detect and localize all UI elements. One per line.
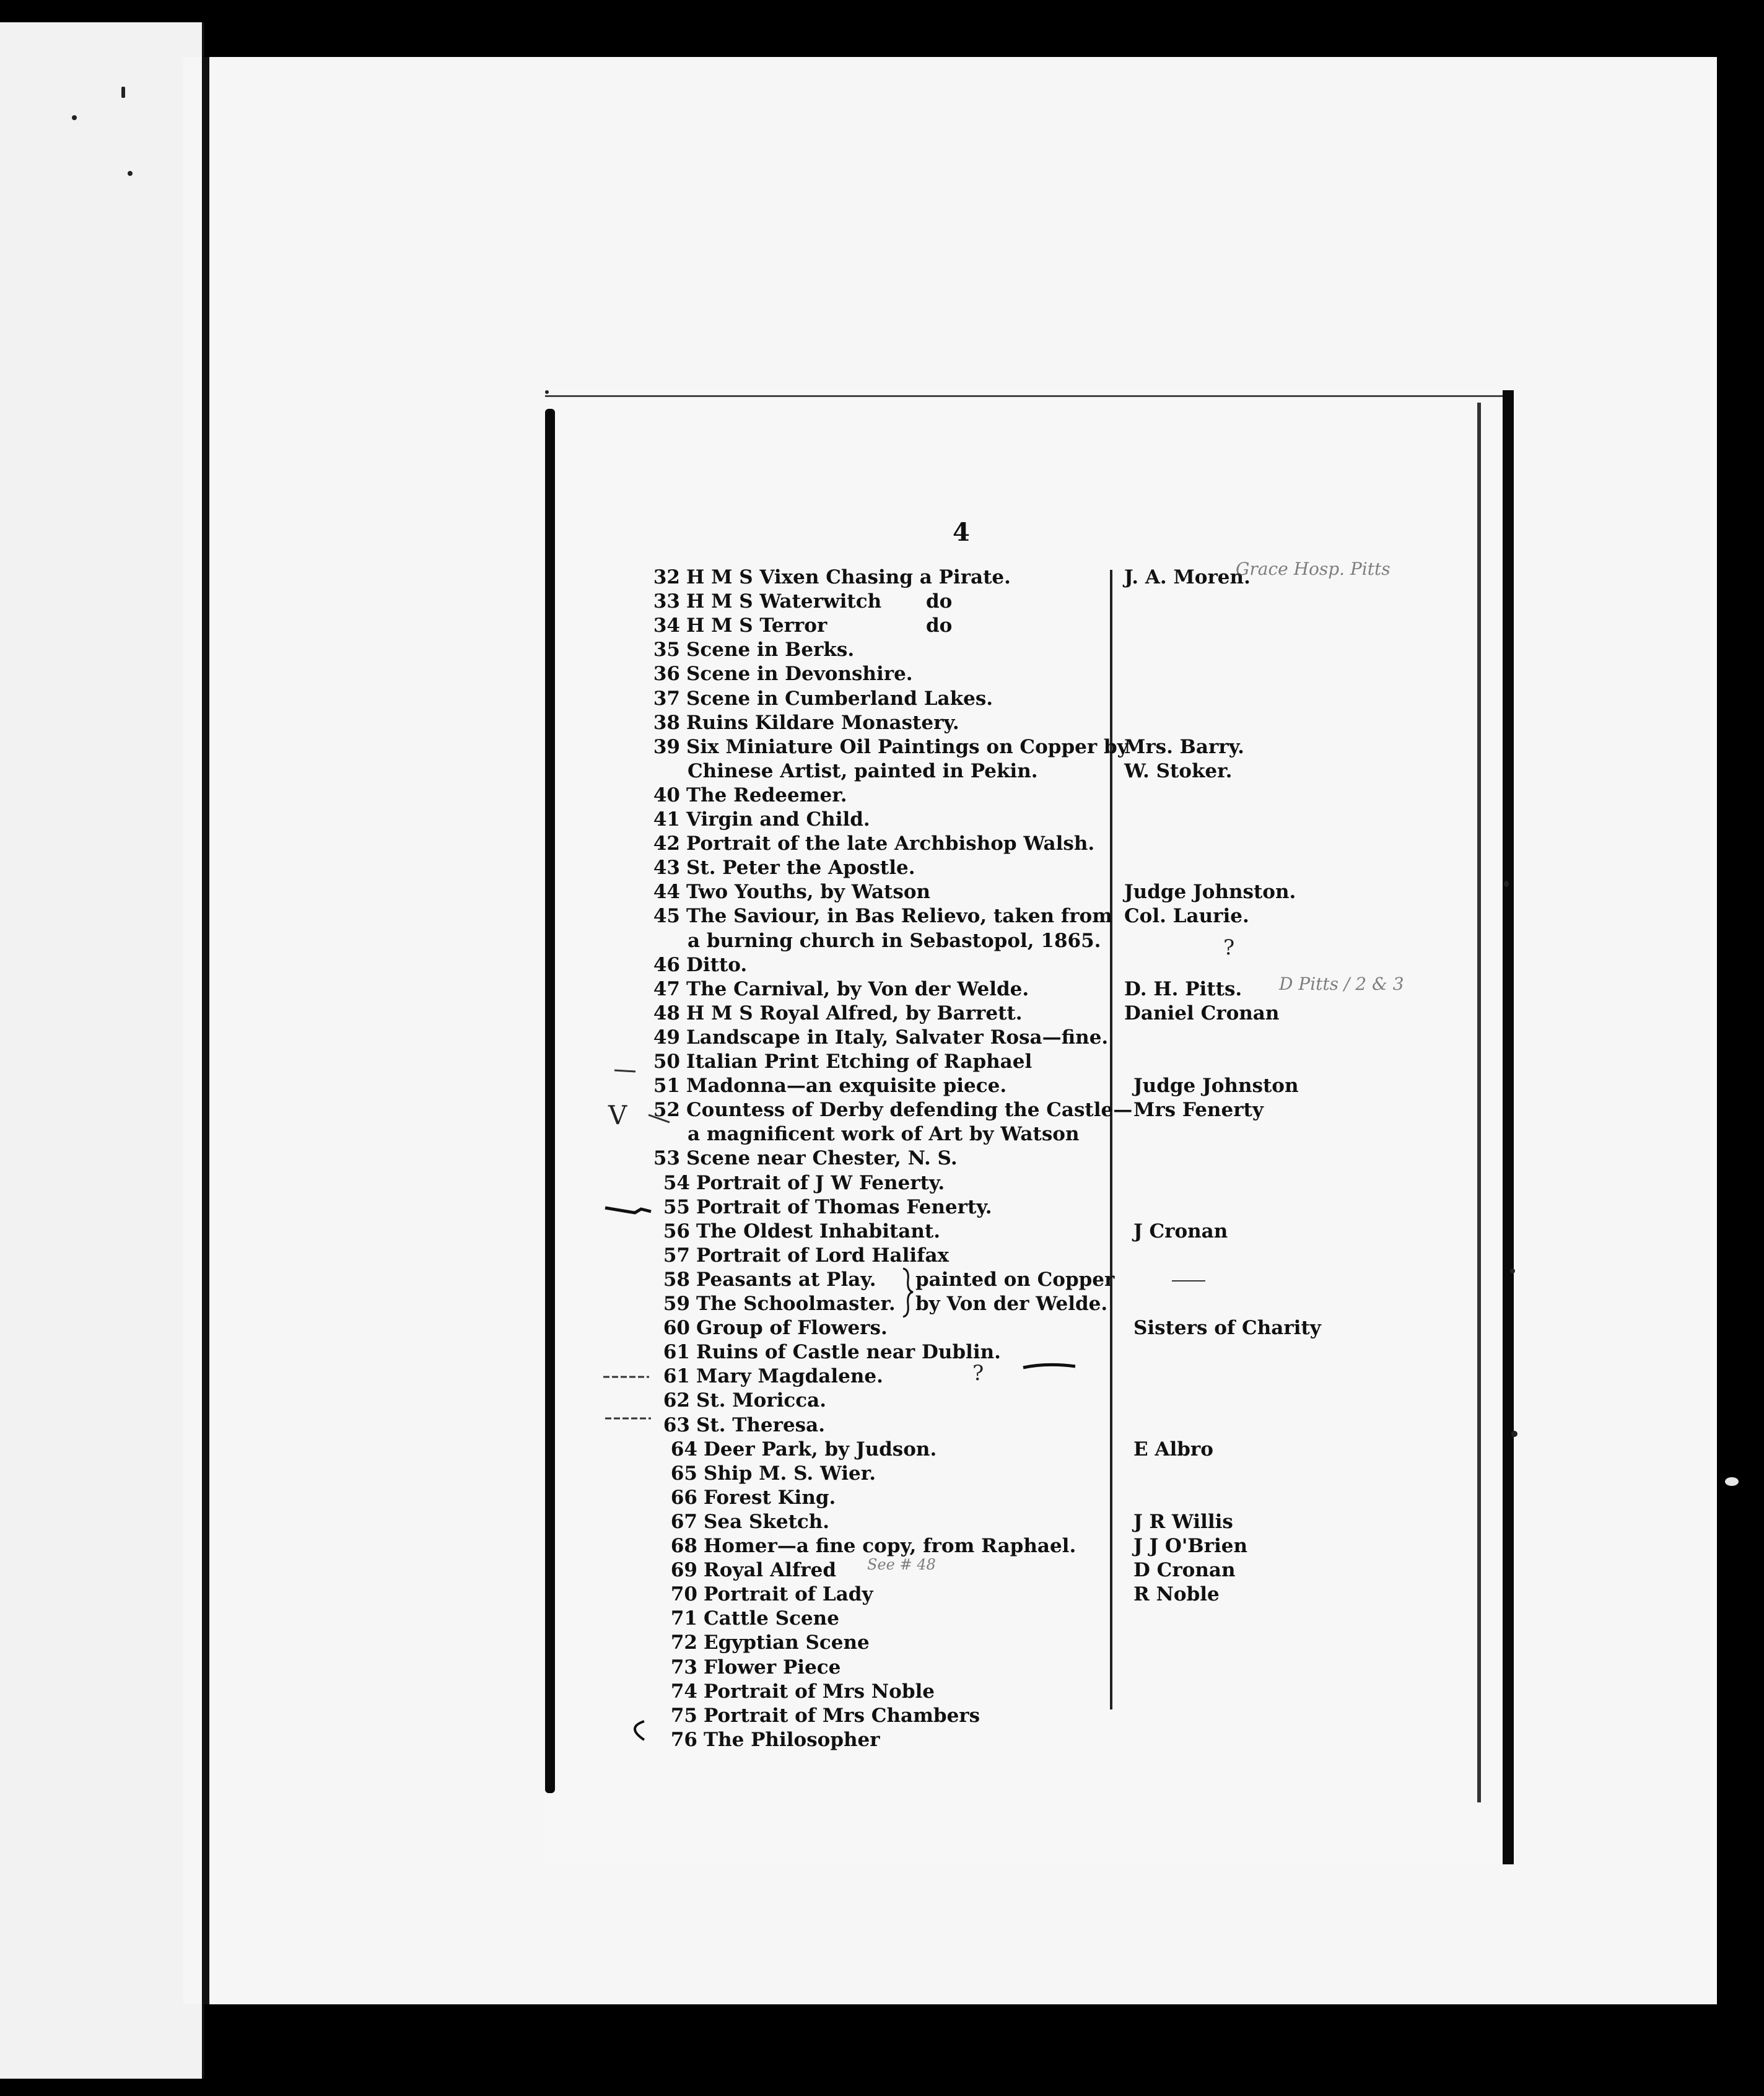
entry-title: H M S Waterwitch [686,590,882,613]
entry-number: 48 [653,1002,680,1024]
entry-donor: Judge Johnston [1133,1075,1299,1098]
card-right-edge [1503,390,1514,1864]
entry-number: 74 [670,1680,697,1703]
entry-number: 61 [663,1341,690,1364]
entry-number: 42 [653,832,680,855]
ink-dot [128,171,133,176]
entry-number: 35 [653,639,680,662]
catalog-row [545,1582,1499,1607]
entry-number: 72 [670,1631,697,1654]
entry-title: Madonna—an exquisite piece. [686,1075,1007,1098]
catalog-row [545,1437,1499,1462]
handwritten-note-32: Grace Hosp. Pitts [1236,559,1391,579]
entry-title: Ship M. S. Wier. [704,1462,876,1485]
catalog-row [545,904,1499,928]
question-mark-39: ? [1223,935,1235,960]
entry-number: 44 [653,881,680,904]
catalog-row [545,1679,1499,1704]
entry-number: 64 [670,1438,697,1461]
entry-title: The Saviour, in Bas Relievo, taken from [686,905,1113,928]
entry-number: 32 [653,566,680,588]
catalog-row [545,1195,1499,1220]
entry-donor: J R Willis [1133,1510,1233,1533]
entry-title: St. Peter the Apostle. [686,857,915,880]
entry-title: Peasants at Play. [696,1268,876,1291]
entry-number: 59 [663,1293,690,1315]
entry-number: 75 [670,1704,697,1727]
entry-title: H M S Vixen Chasing a Pirate. [686,566,1011,588]
entry-donor: Col. Laurie. [1124,905,1249,928]
entry-number: 43 [653,857,680,880]
entry-ditto: do [926,614,953,637]
entry-title: Countess of Derby defending the Castle— [686,1099,1133,1122]
entry-title: Scene near Chester, N. S. [686,1147,958,1170]
entry-number: 53 [653,1147,680,1170]
catalog-row [545,1534,1499,1558]
catalog-row [545,1388,1499,1413]
page-number: 4 [953,518,970,547]
catalog-row [545,759,1499,784]
catalog-row [545,1509,1499,1534]
entry-number: 71 [670,1607,697,1630]
entry-title: Portrait of Thomas Fenerty. [696,1195,992,1218]
catalog-row [545,1267,1499,1292]
catalog-row [545,686,1499,711]
catalog-row [545,783,1499,808]
entry-number: 73 [670,1656,697,1679]
entry-title: The Carnival, by Von der Welde. [686,977,1029,1000]
entry-donor: J Cronan [1133,1220,1228,1242]
entry-ditto: do [926,590,953,613]
entry-donor: Judge Johnston. [1124,881,1296,904]
entry-donor: J J O'Brien [1133,1535,1247,1557]
catalog-row [545,1727,1499,1752]
entry-title: The Oldest Inhabitant. [696,1220,941,1242]
entry-donor: Sisters of Charity [1133,1317,1321,1340]
catalog-row [545,1461,1499,1486]
entry-brace-text: painted on Copper [915,1268,1115,1291]
catalog-row [545,1073,1499,1098]
catalog-row [545,589,1499,614]
catalog-row [545,1219,1499,1244]
catalog-row [545,1098,1499,1122]
entry-number: 70 [670,1583,697,1606]
entry-title: Portrait of Lord Halifax [696,1244,950,1267]
entry-donor: D Cronan [1133,1559,1236,1582]
entry-number: 63 [663,1413,690,1436]
catalog-row [545,1316,1499,1340]
catalog-row [545,1025,1499,1050]
entry-title: Cattle Scene [704,1607,839,1630]
catalog-row [545,880,1499,904]
handwritten-note-69: See # 48 [867,1556,936,1573]
catalog-row [545,1049,1499,1074]
entry-title: Two Youths, by Watson [686,881,931,904]
entry-number: 33 [653,590,680,613]
entry-title: Ruins Kildare Monastery. [686,711,959,734]
bracket-mark-74 [619,1719,650,1744]
entry-donor: Mrs Fenerty [1133,1099,1264,1122]
entry-donor: W. Stoker. [1124,759,1233,782]
entry-title: Deer Park, by Judson. [704,1438,937,1461]
entry-title: St. Theresa. [696,1413,826,1436]
entry-number: 76 [670,1728,697,1751]
entry-number: 55 [663,1195,690,1218]
entry-number: 46 [653,953,680,976]
catalog-row [545,1606,1499,1631]
entry-title: a burning church in Sebastopol, 1865. [688,929,1101,952]
entry-title: Ditto. [686,953,748,976]
gutter [202,57,209,2004]
entry-number: 40 [653,784,680,806]
entry-title: Ruins of Castle near Dublin. [696,1341,1001,1364]
entry-number: 68 [670,1535,697,1557]
underline-mark-52 [1022,1360,1078,1373]
entry-donor: Mrs. Barry. [1124,735,1244,758]
entry-number: 47 [653,977,680,1000]
catalog-row [545,1703,1499,1728]
entry-title: Scene in Devonshire. [686,663,913,686]
arrow-mark-48 [604,1200,653,1219]
dash-mark-53 [602,1372,652,1382]
entry-title: Virgin and Child. [686,808,870,831]
entry-donor: R Noble [1133,1583,1220,1606]
entry-title: Portrait of Lady [704,1583,873,1606]
dash-mark-45 [647,1110,672,1129]
catalog-row [545,1655,1499,1680]
entry-title: Landscape in Italy, Salvater Rosa—fine. [686,1026,1109,1049]
entry-title: The Schoolmaster. [696,1293,896,1315]
catalog-row [545,1171,1499,1195]
ink-speck [1504,881,1509,887]
entry-title: Flower Piece [704,1656,841,1679]
entry-number: 50 [653,1050,680,1073]
entry-donor: Daniel Cronan [1124,1002,1280,1024]
facing-page-left [0,22,204,2079]
entry-number: 65 [670,1462,697,1485]
check-mark-44: V [608,1100,627,1130]
catalog-row [545,613,1499,638]
entry-brace-text: by Von der Welde. [915,1293,1108,1315]
entry-number: 52 [653,1099,680,1122]
ink-speck [1510,1269,1515,1273]
catalog-row [545,735,1499,759]
catalog-row [545,807,1499,832]
handwritten-note-48: D Pitts / 2 & 3 [1279,974,1404,994]
entry-title: Forest King. [704,1486,836,1509]
entry-number: 66 [670,1486,697,1509]
ink-speck [545,390,549,394]
entry-title: Royal Alfred [704,1559,837,1582]
entry-title: Egyptian Scene [704,1631,870,1654]
entry-donor: D. H. Pitts. [1124,977,1242,1000]
entry-title: H M S Terror [686,614,827,637]
catalog-row [545,710,1499,735]
catalog-row [545,662,1499,686]
entry-title: Group of Flowers. [696,1317,888,1340]
top-rule [545,395,1511,397]
entry-title: Scene in Cumberland Lakes. [686,687,993,710]
brace-mark [901,1267,915,1318]
corner-speck [1725,1477,1739,1486]
entry-title: Mary Magdalene. [696,1365,883,1388]
catalog-row [545,1291,1499,1316]
catalog-row [545,855,1499,880]
entry-number: 60 [663,1317,690,1340]
catalog-row [545,1146,1499,1171]
entry-title: Chinese Artist, painted in Pekin. [688,759,1038,782]
entry-number: 56 [663,1220,690,1242]
entry-title: H M S Royal Alfred, by Barrett. [686,1002,1023,1024]
entry-number: 61 [663,1365,690,1388]
entry-title: Sea Sketch. [704,1510,830,1533]
entry-title: Portrait of the late Archbishop Walsh. [686,832,1095,855]
entry-number: 57 [663,1244,690,1267]
question-mark-53: ? [972,1361,984,1386]
catalog-row [545,1558,1499,1583]
catalog-row [545,1001,1499,1026]
underline-mark-fenerty [1171,1277,1208,1285]
entry-number: 38 [653,711,680,734]
catalog-row [545,1243,1499,1268]
catalog-row [545,637,1499,662]
catalog-row [545,1485,1499,1510]
entry-number: 67 [670,1510,697,1533]
dash-mark-42 [613,1065,638,1075]
entry-number: 62 [663,1389,690,1412]
entry-title: Scene in Berks. [686,639,855,662]
entry-donor: E Albro [1133,1438,1213,1461]
entry-title: The Redeemer. [686,784,847,806]
entry-number: 49 [653,1026,680,1049]
catalog-row [545,1630,1499,1655]
catalog-row [545,928,1499,953]
entry-number: 41 [653,808,680,831]
entry-number: 58 [663,1268,690,1291]
ink-speck [1511,1431,1517,1437]
ink-dot [72,115,77,120]
entry-title: a magnificent work of Art by Watson [688,1123,1080,1146]
entry-number: 36 [653,663,680,686]
entry-title: The Philosopher [704,1728,880,1751]
catalog-row [545,1413,1499,1438]
entry-title: Portrait of Mrs Chambers [704,1704,980,1727]
dash-mark-57 [604,1413,653,1423]
catalog-row [545,831,1499,856]
entry-number: 34 [653,614,680,637]
entry-title: Portrait of J W Fenerty. [696,1171,945,1194]
ink-mark [121,87,125,98]
entry-title: Homer—a fine copy, from Raphael. [704,1535,1076,1557]
entry-donor: J. A. Moren. [1124,566,1251,588]
entry-number: 69 [670,1559,697,1582]
entry-title: St. Moricca. [696,1389,827,1412]
catalog-card [545,390,1517,1864]
entry-number: 54 [663,1171,690,1194]
catalog-row [545,1122,1499,1146]
entry-number: 45 [653,905,680,928]
entry-number: 37 [653,687,680,710]
entry-title: Italian Print Etching of Raphael [686,1050,1033,1073]
entry-number: 39 [653,735,680,758]
entry-number: 51 [653,1075,680,1098]
entry-title: Six Miniature Oil Paintings on Copper by [686,735,1129,758]
entry-title: Portrait of Mrs Noble [704,1680,935,1703]
